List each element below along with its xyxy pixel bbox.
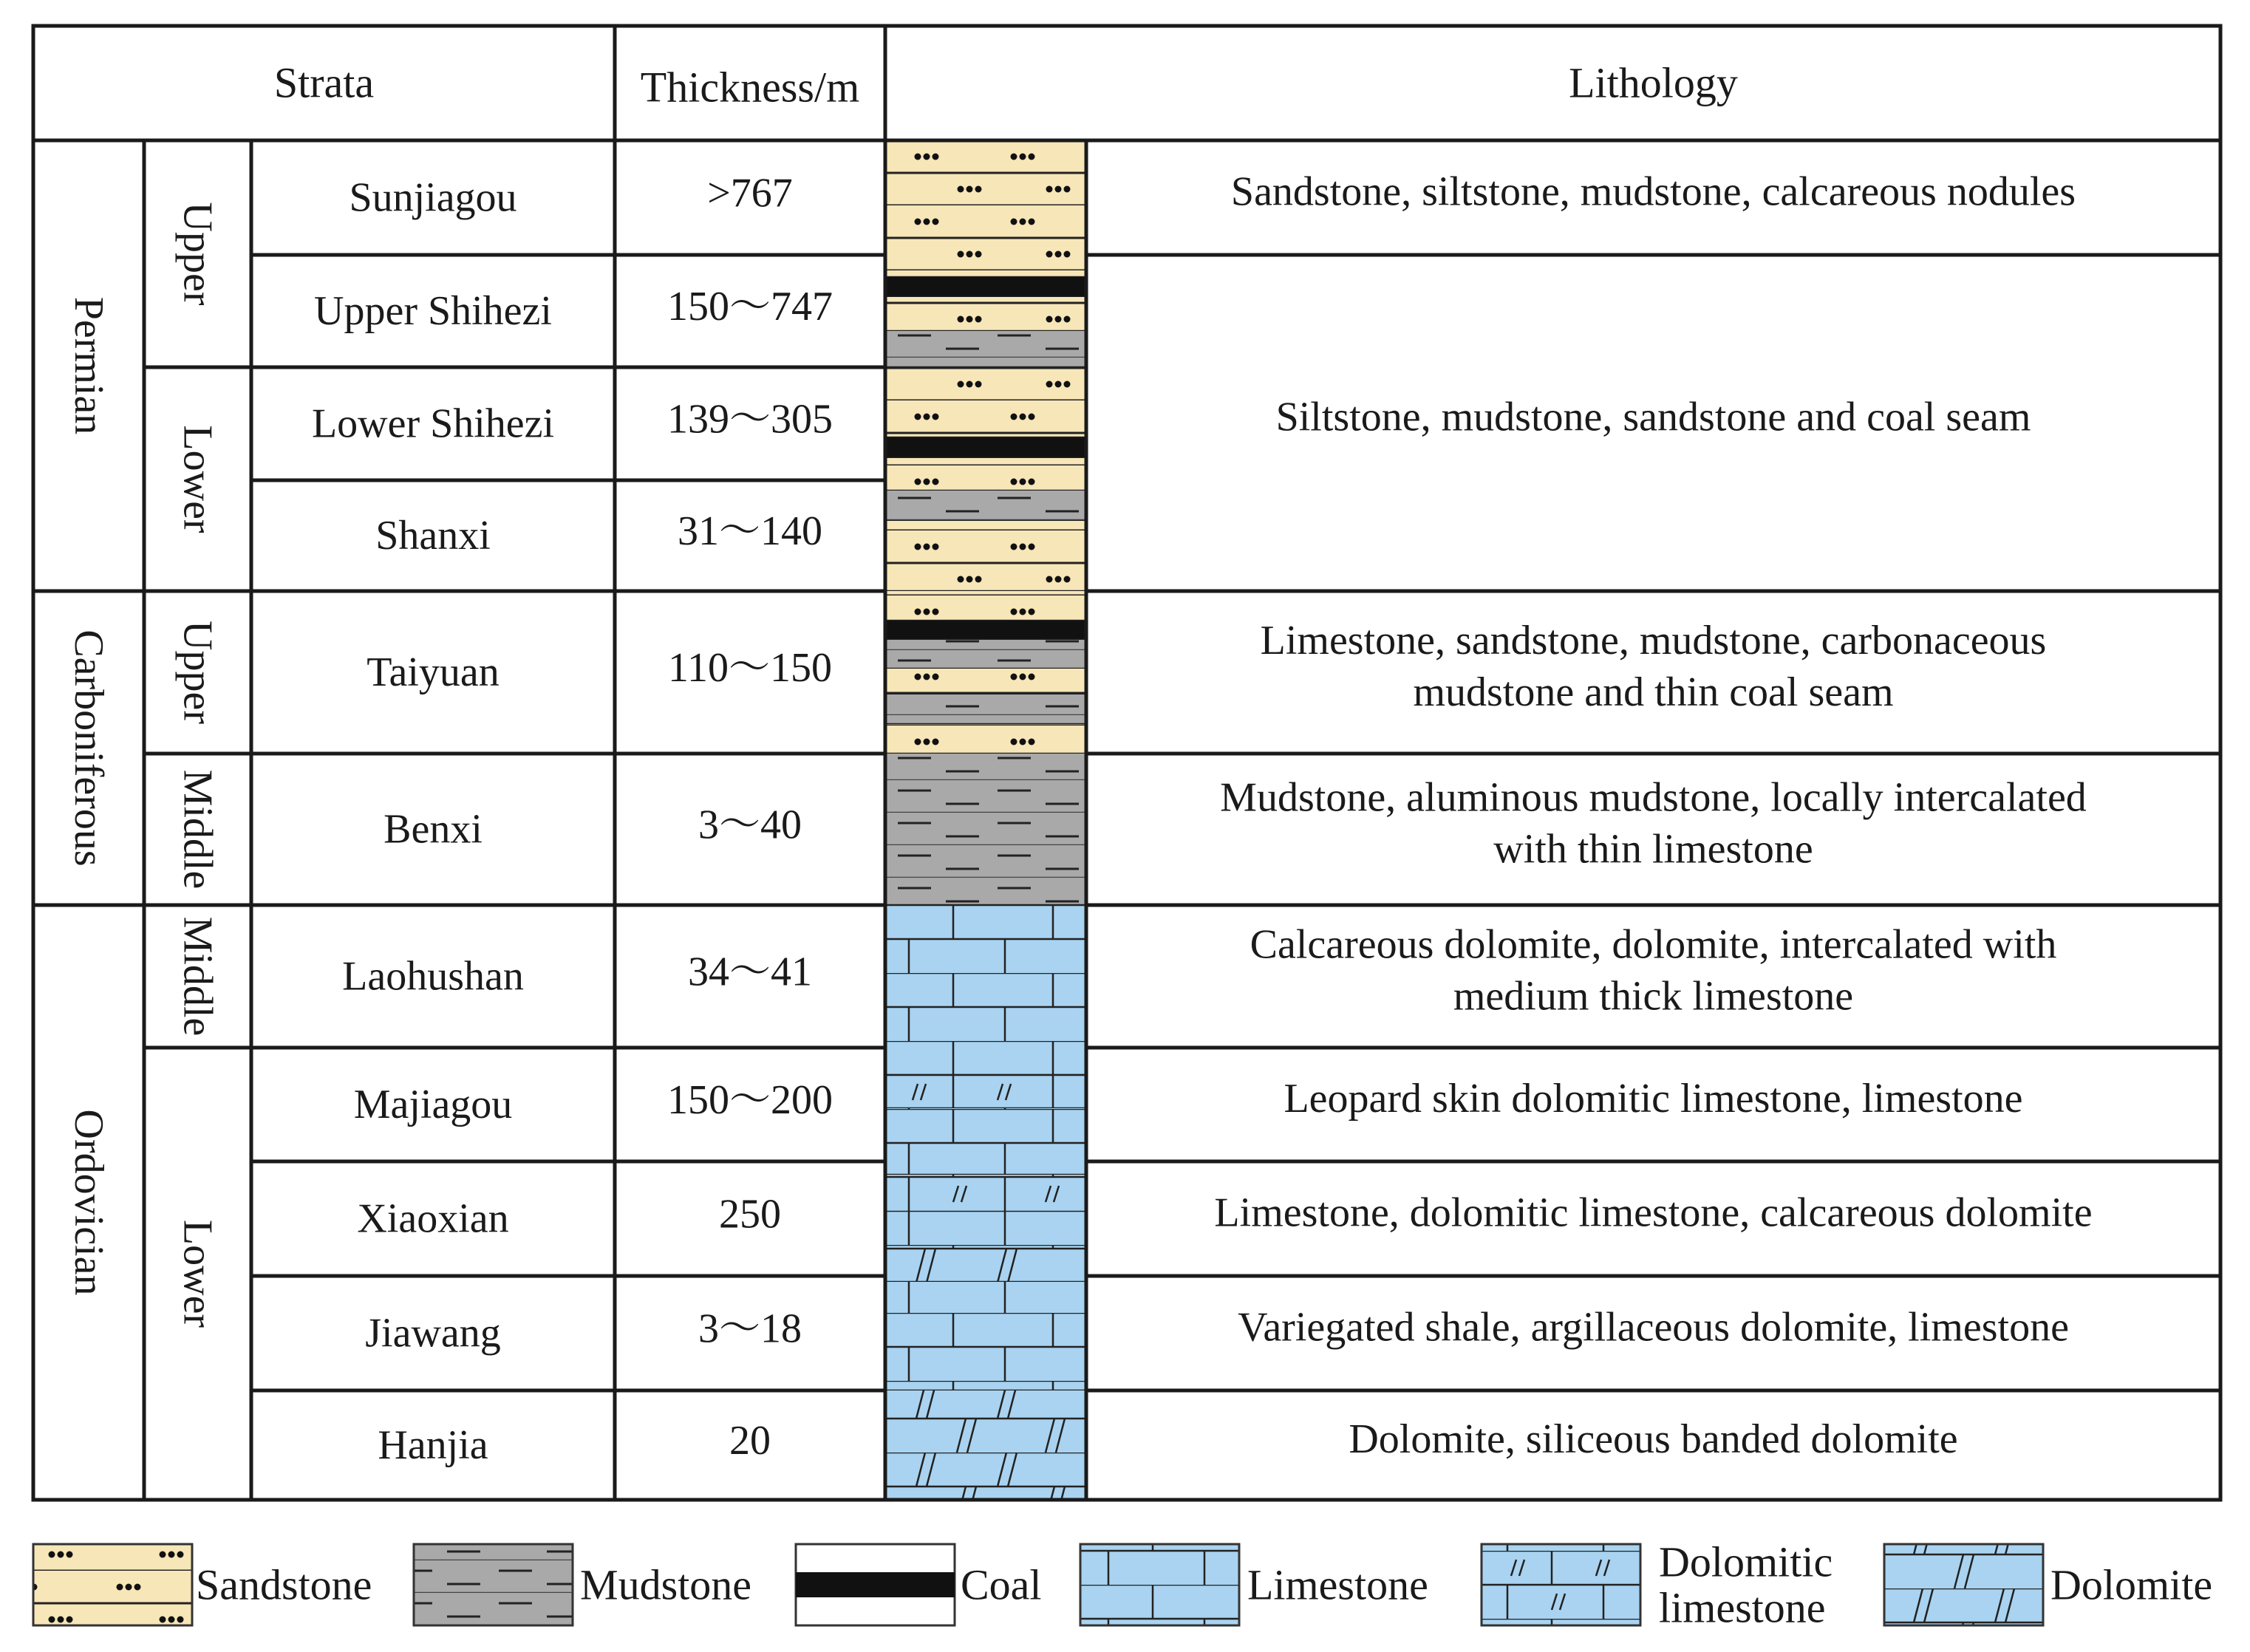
- formation-thickness: 250: [719, 1191, 781, 1238]
- series-label: Upper: [174, 621, 221, 724]
- coal-layer: [887, 277, 1085, 297]
- lithology-description: Siltstone, mudstone, sandstone and coal seam: [1275, 394, 2031, 440]
- lithology-description: Calcareous dolomite, dolomite, intercalated with: [1250, 921, 2057, 968]
- formation-thickness: 150～747: [667, 284, 833, 330]
- dolomitic-limestone-layer: [887, 1175, 1085, 1212]
- mudstone-layer: [887, 694, 1085, 724]
- legend: [33, 1538, 2212, 1632]
- series-label: Lower: [174, 425, 221, 533]
- formation-thickness: 3～40: [698, 802, 802, 848]
- formation-thickness: 139～305: [667, 396, 833, 443]
- formation-name: Laohushan: [342, 953, 524, 1000]
- sandstone-legend-swatch: [33, 1544, 192, 1625]
- sandstone-layer: [887, 669, 1085, 694]
- sandstone-layer: [887, 367, 1085, 437]
- sandstone-layer: [887, 724, 1085, 754]
- formation-name: Upper Shihezi: [314, 288, 552, 334]
- lithology-description: Mudstone, aluminous mudstone, locally intercalated: [1220, 774, 2087, 821]
- mudstone-layer: [887, 491, 1085, 521]
- formation-name: Shanxi: [375, 513, 491, 559]
- dolomitic-limestone-layer: [887, 1075, 1085, 1108]
- dolomite-layer: [887, 1249, 1085, 1282]
- lithology-description: Dolomite, siliceous banded dolomite: [1349, 1416, 1958, 1462]
- coal-layer: [887, 621, 1085, 640]
- formation-thickness: 150～200: [667, 1077, 833, 1123]
- formation-thickness: 34～41: [688, 949, 812, 995]
- system-label: Carboniferous: [66, 629, 112, 867]
- formation-name: Xiaoxian: [357, 1195, 509, 1242]
- formation-name: Sunjiagou: [349, 174, 517, 221]
- formation-name: Jiawang: [365, 1310, 501, 1356]
- sandstone-layer: [887, 297, 1085, 331]
- series-label: Middle: [174, 916, 221, 1037]
- series-label: Upper: [174, 202, 221, 306]
- limestone-layer: [887, 1282, 1085, 1390]
- header-strata: Strata: [273, 58, 375, 107]
- lithology-description: with thin limestone: [1493, 826, 1813, 873]
- limestone-layer: [887, 905, 1085, 1075]
- lithology-description: Variegated shale, argillaceous dolomite, limestone: [1238, 1304, 2069, 1351]
- dolomitic-limestone-legend-label: limestone: [1659, 1583, 1826, 1632]
- lithology-description: Leopard skin dolomitic limestone, limestone: [1283, 1076, 2023, 1122]
- series-label: Lower: [174, 1219, 221, 1328]
- formation-name: Majiagou: [353, 1082, 513, 1127]
- header-thickness: Thickness/m: [640, 63, 860, 112]
- coal-legend-band: [796, 1572, 955, 1597]
- limestone-legend-label: Limestone: [1247, 1560, 1428, 1609]
- dolomite-legend-swatch: [1884, 1544, 2043, 1625]
- mudstone-layer: [887, 640, 1085, 669]
- limestone-layer: [887, 1108, 1085, 1175]
- formation-name: Hanjia: [378, 1422, 488, 1468]
- system-label: Ordovician: [66, 1109, 112, 1296]
- limestone-legend-swatch: [1080, 1544, 1239, 1625]
- lithology-description: medium thick limestone: [1453, 973, 1854, 1020]
- lithology-description: Limestone, dolomitic limestone, calcareous dolomite: [1214, 1189, 2093, 1236]
- mudstone-legend-label: Mudstone: [580, 1560, 751, 1609]
- lithology-description: Sandstone, siltstone, mudstone, calcareous nodules: [1230, 168, 2076, 215]
- mudstone-layer: [887, 331, 1085, 367]
- formation-thickness: 3～18: [698, 1305, 802, 1352]
- formation-thickness: 20: [729, 1418, 771, 1464]
- lithologic-column: [887, 140, 1085, 1500]
- coal-legend-label: Coal: [961, 1560, 1042, 1609]
- coal-layer: [887, 437, 1085, 458]
- formation-thickness: 110～150: [668, 645, 832, 691]
- system-label: Permian: [66, 296, 112, 435]
- sandstone-layer: [887, 140, 1085, 277]
- sandstone-legend-label: Sandstone: [196, 1560, 372, 1609]
- dolomite-layer: [887, 1390, 1085, 1500]
- sandstone-layer: [887, 521, 1085, 591]
- formation-name: Lower Shihezi: [311, 400, 555, 447]
- series-label: Middle: [174, 769, 221, 890]
- dolomitic-limestone-legend-label: Dolomitic: [1659, 1537, 1833, 1586]
- table-grid: [33, 26, 2220, 1500]
- formation-thickness: 31～140: [678, 508, 822, 554]
- mudstone-legend-swatch: [414, 1544, 573, 1625]
- header-lithology: Lithology: [1569, 58, 1738, 107]
- sandstone-layer: [887, 458, 1085, 491]
- formation-thickness: >767: [707, 170, 793, 216]
- formation-name: Benxi: [383, 806, 483, 853]
- dolomite-legend-label: Dolomite: [2050, 1560, 2213, 1609]
- dolomitic-limestone-legend-swatch: [1482, 1544, 1640, 1625]
- sandstone-layer: [887, 591, 1085, 621]
- lithology-description: mudstone and thin coal seam: [1413, 669, 1894, 715]
- lithology-description: Limestone, sandstone, mudstone, carbonaceous: [1260, 618, 2047, 663]
- formation-name: Taiyuan: [367, 649, 500, 695]
- limestone-layer: [887, 1212, 1085, 1249]
- mudstone-layer: [887, 754, 1085, 905]
